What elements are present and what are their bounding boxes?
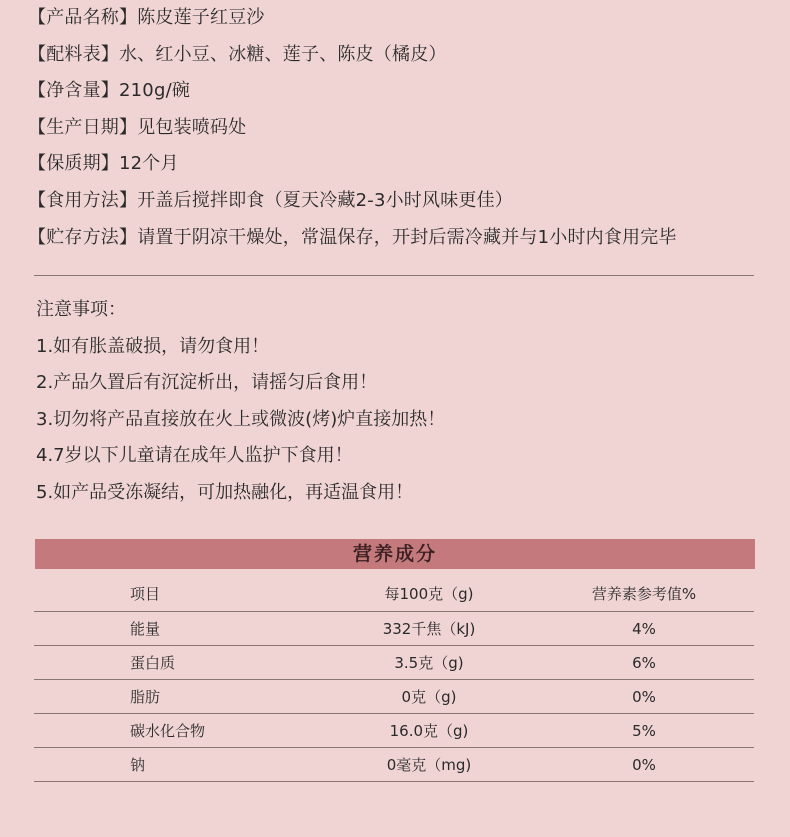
table-header-row bbox=[34, 575, 754, 612]
note-item: 1.如有胀盖破损，请勿食用！ bbox=[36, 335, 270, 357]
row-nrv: 6% bbox=[632, 653, 656, 672]
product-name-line: 【产品名称】陈皮莲子红豆沙 bbox=[28, 7, 265, 28]
note-item: 3.切勿将产品直接放在火上或微波(烤)炉直接加热！ bbox=[36, 408, 446, 430]
notes-section bbox=[36, 292, 756, 512]
notes-title: 注意事项： bbox=[36, 299, 126, 320]
row-per100g: 0克（g) bbox=[401, 688, 457, 706]
nutrition-title: 营养成分 bbox=[35, 539, 755, 569]
storage-line: 【贮存方法】请置于阴凉干燥处，常温保存，开封后需冷藏并与1小时内食用完毕 bbox=[28, 226, 677, 248]
header-nrv: 营养素参考值% bbox=[591, 584, 697, 603]
table-row bbox=[34, 646, 754, 680]
header-item: 项目 bbox=[130, 584, 161, 603]
row-nrv: 5% bbox=[632, 721, 656, 740]
row-nrv: 0% bbox=[632, 687, 656, 706]
section-divider bbox=[34, 275, 754, 276]
ingredients-line: 【配料表】水、红小豆、冰糖、莲子、陈皮（橘皮） bbox=[28, 43, 447, 65]
usage-line: 【食用方法】开盖后搅拌即食（夏天冷藏2-3小时风味更佳） bbox=[28, 189, 513, 211]
row-per100g: 332千焦（kJ) bbox=[382, 620, 476, 638]
product-info bbox=[28, 0, 768, 256]
table-row bbox=[34, 714, 754, 748]
table-row bbox=[34, 612, 754, 646]
row-item: 钠 bbox=[130, 756, 146, 774]
header-per100g: 每100克（g) bbox=[384, 584, 474, 603]
row-per100g: 16.0克（g) bbox=[389, 722, 469, 740]
row-per100g: 3.5克（g) bbox=[394, 654, 464, 672]
row-item: 脂肪 bbox=[130, 688, 161, 706]
net-content-line: 【净含量】210g/碗 bbox=[28, 80, 191, 102]
shelf-life-line: 【保质期】12个月 bbox=[28, 153, 179, 175]
note-item: 2.产品久置后有沉淀析出，请摇匀后食用！ bbox=[36, 372, 378, 394]
table-row bbox=[34, 680, 754, 714]
row-item: 蛋白质 bbox=[130, 654, 176, 672]
note-item: 4.7岁以下儿童请在成年人监护下食用！ bbox=[36, 445, 353, 467]
row-per100g: 0毫克（mg) bbox=[386, 756, 472, 774]
row-item: 能量 bbox=[130, 620, 161, 638]
row-nrv: 0% bbox=[632, 755, 656, 774]
table-row bbox=[34, 748, 754, 782]
row-nrv: 4% bbox=[632, 619, 656, 638]
note-item: 5.如产品受冻凝结，可加热融化，再适温食用！ bbox=[36, 481, 414, 503]
row-item: 碳水化合物 bbox=[130, 722, 206, 740]
production-date-line: 【生产日期】见包装喷码处 bbox=[28, 116, 247, 138]
nutrition-table bbox=[34, 575, 754, 782]
